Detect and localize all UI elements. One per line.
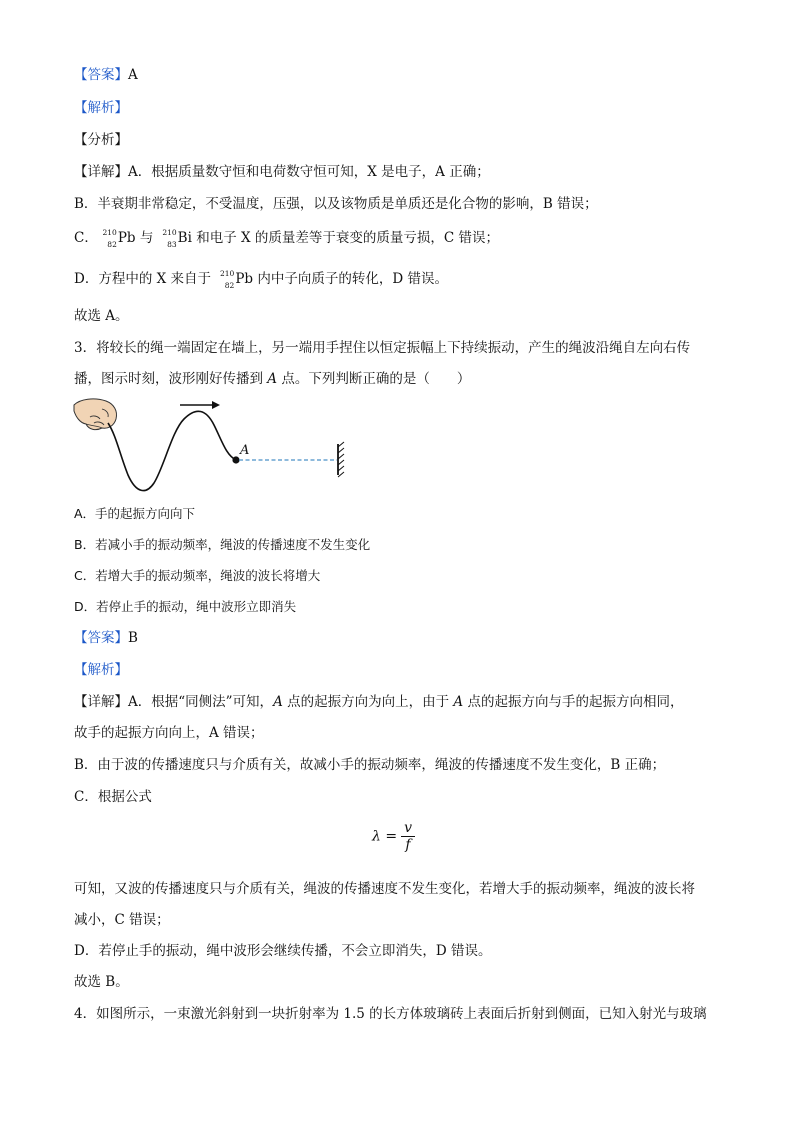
point-a-figure-label: A	[240, 443, 250, 458]
propagation-arrow-icon	[180, 401, 220, 409]
stem-text: 点。下列判断正确的是（ ）	[277, 371, 471, 387]
wavelength-formula	[372, 820, 415, 853]
q2-detail-c	[74, 229, 499, 248]
fenxi-tag: 【分析】	[74, 132, 128, 148]
option-a: A．手的起振方向向下	[74, 506, 196, 521]
answer-tag: 【答案】	[74, 67, 128, 83]
option-b: B．若减小手的振动频率，绳波的传播速度不发生变化	[74, 537, 371, 552]
point-a-label: A	[267, 371, 278, 387]
q3-stem-line2	[74, 370, 470, 388]
rope-wave-figure	[72, 395, 362, 500]
analysis-tag: 【解析】	[74, 100, 128, 116]
q4-stem-line1: 4．如图所示，一束激光斜射到一块折射率为 1.5 的长方体玻璃砖上表面后折射到侧面，已知入射光与玻璃	[74, 1006, 707, 1022]
isotope-symbol: Pb	[235, 271, 254, 287]
formula-numerator: v	[401, 820, 415, 837]
q2-analysis-tag	[74, 99, 128, 117]
isotope-mass: 210	[162, 227, 177, 237]
point-a-label: A	[453, 694, 464, 710]
detail-text: A．根据“同侧法”可知，	[128, 694, 274, 710]
detail-text: 点的起振方向为向上，由于	[282, 694, 454, 710]
isotope-mass: 210	[219, 268, 235, 278]
isotope-bi	[159, 227, 177, 249]
q3-detail-a-line2: 故手的起振方向向上，A 错误；	[74, 725, 264, 741]
detail-c-mid: 与	[135, 230, 158, 246]
isotope-pb	[99, 227, 117, 249]
answer-value: A	[128, 67, 138, 83]
q2-conclusion: 故选 A。	[74, 308, 129, 324]
detail-c-prefix: C．	[74, 230, 98, 246]
isotope-symbol: Bi	[177, 230, 192, 246]
answer-tag: 【答案】	[74, 630, 128, 646]
q2-fenxi-tag	[74, 131, 128, 149]
q3-detail-d: D．若停止手的振动，绳中波形会继续传播，不会立即消失，D 错误。	[74, 943, 492, 959]
isotope-number: 83	[167, 239, 177, 249]
formula-denominator: f	[405, 837, 411, 853]
option-d: D．若停止手的振动，绳中波形立即消失	[74, 599, 297, 614]
detail-d-suffix: 内中子向质子的转化，D 错误。	[253, 271, 448, 287]
option-c: C．若增大手的振动频率，绳波的波长将增大	[74, 568, 321, 583]
formula-lhs: λ =	[372, 828, 398, 845]
point-a-label: A	[273, 694, 283, 710]
isotope-symbol: Pb	[117, 230, 136, 246]
detail-d-prefix: D．方程中的 X 来自于	[74, 271, 216, 287]
q3-analysis-tag	[74, 661, 128, 679]
stem-text: 播，图示时刻，波形刚好传播到	[74, 371, 268, 387]
q3-conclusion: 故选 B。	[74, 974, 129, 990]
isotope-pb	[216, 268, 235, 290]
isotope-number: 82	[224, 280, 235, 290]
q3-detail-a	[74, 693, 683, 711]
rope-wave	[108, 411, 236, 490]
answer-value: B	[128, 630, 138, 646]
q3-detail-b: B．由于波的传播速度只与介质有关，故减小手的振动频率，绳波的传播速度不发生变化，B 正确；	[74, 757, 666, 773]
detail-text: 点的起振方向与手的起振方向相同，	[463, 694, 684, 710]
q2-answer-line	[74, 66, 138, 84]
q3-detail-c-line1: C．根据公式	[74, 789, 152, 805]
detail-tag: 【详解】	[74, 694, 128, 710]
wall-icon	[338, 442, 344, 477]
q2-detail-d	[74, 270, 448, 289]
q3-detail-c-line3: 减小，C 错误；	[74, 912, 170, 928]
q3-stem-line1: 3．将较长的绳一端固定在墙上，另一端用手捏住以恒定振幅上下持续振动，产生的绳波沿绳自左向右传	[74, 340, 691, 356]
formula-fraction	[401, 820, 415, 853]
q2-detail-b: B．半衰期非常稳定，不受温度，压强，以及该物质是单质还是化合物的影响，B 错误；	[74, 196, 598, 212]
q3-answer-line	[74, 629, 138, 647]
q3-detail-c-line2: 可知，又波的传播速度只与介质有关，绳波的传播速度不发生变化，若增大手的振动频率，绳波的波长将	[74, 881, 695, 897]
detail-c-suffix: 和电子 X 的质量差等于衰变的质量亏损，C 错误；	[191, 230, 500, 246]
isotope-number: 82	[107, 239, 117, 249]
detail-tag: 【详解】	[74, 164, 128, 180]
point-a-dot	[232, 456, 239, 463]
detail-text: A．根据质量数守恒和电荷数守恒可知，X 是电子，A 正确；	[128, 164, 490, 180]
q2-detail-a	[74, 163, 490, 181]
analysis-tag: 【解析】	[74, 662, 128, 678]
isotope-mass: 210	[102, 227, 117, 237]
